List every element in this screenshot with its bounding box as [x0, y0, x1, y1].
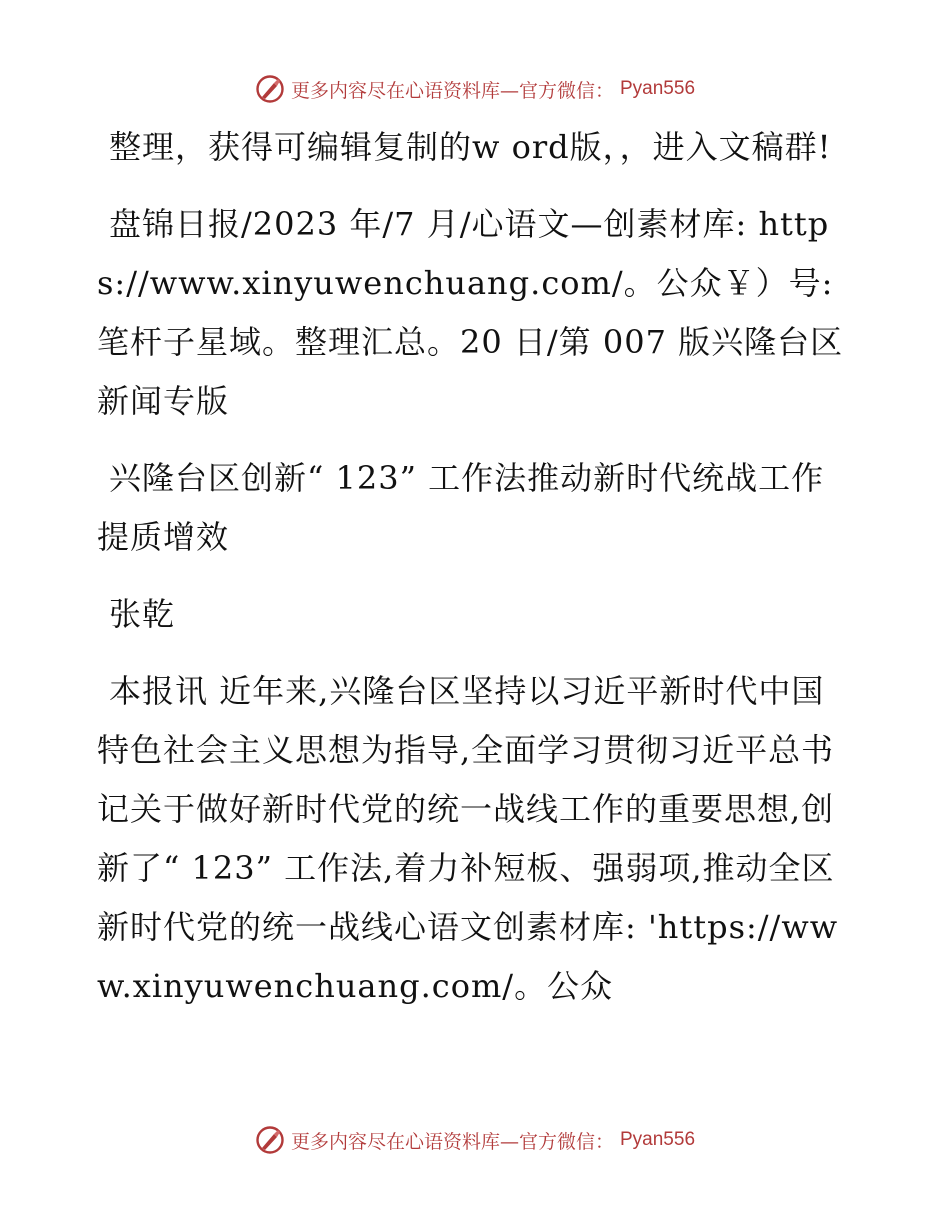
source-paragraph: 盘锦日报/2023 年/7 月/心语文—创素材库: https://www.xinyuwenchuang.com/。公众￥）号: 笔杆子星域。整理汇总。20 日/第 007 版兴隆台区新闻专版 [97, 205, 844, 420]
watermark-brand-text: 更多内容尽在心语资料库—官方微信： [290, 1130, 614, 1153]
brand-logo-icon [255, 74, 285, 104]
header-watermark [0, 74, 950, 104]
intro-paragraph: 整理，获得可编辑复制的w ord版，，进入文稿群! [109, 128, 832, 166]
watermark-wechat-id: Pyan556 [620, 78, 696, 99]
document-body [97, 118, 857, 1034]
article-author: 张乾 [109, 595, 176, 633]
brand-logo-icon [255, 1125, 285, 1155]
footer-watermark [0, 1125, 950, 1155]
article-body-paragraph: 本报讯 近年来,兴隆台区坚持以习近平新时代中国特色社会主义思想为指导,全面学习贯彻习近平总书记关于做好新时代党的统一战线工作的重要思想,创新了“ 123” 工作法,着力补短板、强弱项,推动全区新时代党的统一战线心语文创素材库: 'https://www.xinyuwenchuang.com/。公众 [97, 672, 839, 1005]
article-title: 兴隆台区创新“ 123” 工作法推动新时代统战工作提质增效 [97, 459, 825, 556]
watermark-wechat-id: Pyan556 [620, 1129, 696, 1150]
watermark-brand-text: 更多内容尽在心语资料库—官方微信： [290, 79, 614, 102]
